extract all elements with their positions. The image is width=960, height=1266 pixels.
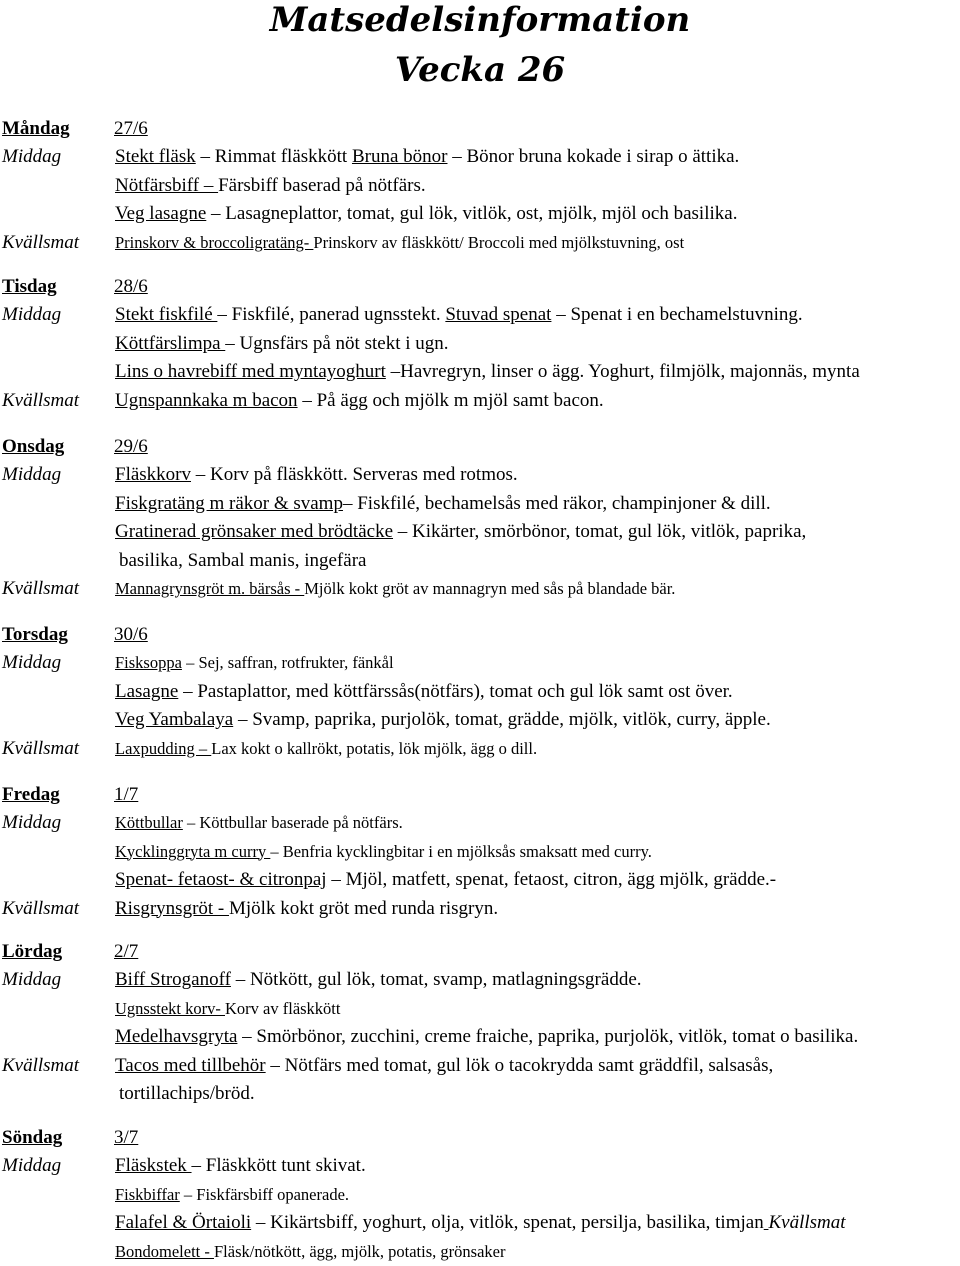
dish-name: Veg Yambalaya [115, 709, 233, 730]
dish-description: Mjölk kokt gröt av mannagryn med sås på blandade bär. [304, 579, 675, 598]
dish-name: Risgrynsgröt - [115, 898, 229, 919]
meal-label: Middag [2, 143, 61, 172]
dish-description: – Rimmat fläskkött [196, 146, 352, 167]
dish-description: –Havregryn, linser o ägg. Yoghurt, filmjölk, majonnäs, mynta [386, 361, 860, 382]
menu-item [115, 966, 642, 995]
dish-name: Nötfärsbiff – [115, 175, 218, 196]
dish-name: Stekt fiskfilé [115, 304, 217, 325]
menu-item [115, 301, 803, 330]
meal-label: Middag [2, 1152, 61, 1181]
day-section [2, 114, 958, 257]
day-date: 27/6 [114, 118, 148, 139]
menu-item [115, 678, 733, 707]
week-title: Vecka 26 [0, 44, 960, 96]
menu-row [2, 1052, 958, 1081]
menu-row [2, 1152, 958, 1181]
menu-row [2, 1209, 958, 1238]
day-date: 30/6 [114, 624, 148, 645]
page-title: Matsedelsinformation [0, 0, 960, 46]
menu-item [115, 866, 776, 895]
menu-row [2, 143, 958, 172]
menu-row [2, 895, 958, 924]
menu-row [2, 518, 958, 547]
dish-description: Mjölk kokt gröt med runda risgryn. [229, 898, 498, 919]
menu-item [115, 200, 737, 229]
dish-name: Laxpudding – [115, 739, 211, 758]
day-section [2, 937, 958, 1109]
day-name: Onsdag [2, 432, 114, 461]
menu-item [115, 490, 771, 519]
menu-row [2, 678, 958, 707]
menu-row [2, 735, 958, 764]
dish-name: Köttbullar [115, 813, 183, 832]
dish-description: – Fiskfilé, bechamelsås med räkor, champinjoner & dill. [343, 493, 771, 514]
day-date: 1/7 [114, 784, 138, 805]
dish-description: – Fiskfärsbiff opanerade. [180, 1185, 349, 1204]
dish-description: – Nötfärs med tomat, gul lök o tacokrydda samt gräddfil, salsasås, [266, 1055, 774, 1076]
menu-item [115, 143, 739, 172]
menu-row [2, 866, 958, 895]
dish-name: Bruna bönor [352, 146, 448, 167]
menu-row [2, 838, 958, 867]
dish-description: Prinskorv av fläskkött/ Broccoli med mjölkstuvning, ost [313, 233, 684, 252]
day-header [2, 432, 958, 461]
dish-description: – Svamp, paprika, purjolök, tomat, grädde, mjölk, vitlök, curry, äpple. [233, 709, 771, 730]
meal-label: Middag [2, 301, 61, 330]
dish-description: – Lasagneplattor, tomat, gul lök, vitlök, ost, mjölk, mjöl och basilika. [206, 203, 737, 224]
menu-item [115, 1052, 773, 1081]
dish-name: Fiskbiffar [115, 1185, 180, 1204]
menu-item [115, 358, 860, 387]
dish-name: Prinskorv & broccoligratäng- [115, 233, 313, 252]
menu-item [119, 1080, 255, 1109]
dish-description: – Ugnsfärs på nöt stekt i ugn. [225, 333, 448, 354]
dish-description: – Fläskkött tunt skivat. [192, 1155, 366, 1176]
dish-name: Fläskstek [115, 1155, 192, 1176]
menu-item [119, 547, 366, 576]
dish-name: Ugnsstekt korv- [115, 999, 225, 1018]
day-header [2, 937, 958, 966]
dish-description: Lax kokt o kallrökt, potatis, lök mjölk, ägg o dill. [211, 739, 537, 758]
menu-item [115, 895, 498, 924]
menu-item [115, 229, 684, 258]
day-section [2, 432, 958, 604]
dish-name: Kycklinggryta m curry [115, 842, 270, 861]
day-name: Måndag [2, 114, 114, 143]
day-section [2, 780, 958, 923]
menu-item [115, 575, 675, 604]
dish-name: Fläskkorv [115, 464, 191, 485]
menu-row [2, 1080, 958, 1109]
menu-item [115, 1152, 366, 1181]
dish-name: Spenat- fetaost- & citronpaj [115, 869, 327, 890]
menu-row [2, 172, 958, 201]
dish-description: – Benfria kycklingbitar i en mjölksås smaksatt med curry. [270, 842, 652, 861]
dish-name: Fisksoppa [115, 653, 182, 672]
day-header [2, 272, 958, 301]
dish-description: – Bönor bruna kokade i sirap o ättika. [447, 146, 739, 167]
dish-description: – Köttbullar baserade på nötfärs. [183, 813, 403, 832]
menu-row [2, 229, 958, 258]
meal-label: Kvällsmat [2, 895, 79, 924]
dish-description: – Spenat i en bechamelstuvning. [551, 304, 802, 325]
day-name: Söndag [2, 1123, 114, 1152]
menu-row [2, 387, 958, 416]
menu-row [2, 547, 958, 576]
menu-row [2, 809, 958, 838]
menu-row [2, 966, 958, 995]
dish-description: – Pastaplattor, med köttfärssås(nötfärs), tomat och gul lök samt ost över. [178, 681, 732, 702]
day-section [2, 1123, 958, 1266]
menu-row [2, 490, 958, 519]
menu-row [2, 330, 958, 359]
menu-item [115, 1023, 858, 1052]
menu-row [2, 200, 958, 229]
menu-row [2, 995, 958, 1024]
day-name: Tisdag [2, 272, 114, 301]
dish-description: – Nötkött, gul lök, tomat, svamp, matlagningsgrädde. [231, 969, 642, 990]
menu-item [115, 172, 426, 201]
dish-description: tortillachips/bröd. [119, 1083, 255, 1104]
day-name: Fredag [2, 780, 114, 809]
dish-description: – Smörbönor, zucchini, creme fraiche, paprika, purjolök, vitlök, tomat o basilika. [237, 1026, 858, 1047]
menu-item [115, 387, 604, 416]
day-section [2, 272, 958, 415]
meal-label: Kvällsmat [768, 1212, 845, 1233]
day-date: 2/7 [114, 941, 138, 962]
day-header [2, 620, 958, 649]
meal-label: Kvällsmat [2, 1052, 79, 1081]
dish-name: Lasagne [115, 681, 178, 702]
dish-description: – Mjöl, matfett, spenat, fetaost, citron, ägg mjölk, grädde.- [327, 869, 777, 890]
dish-name: Falafel & Örtaioli [115, 1212, 251, 1233]
meal-label: Kvällsmat [2, 575, 79, 604]
menu-row [2, 575, 958, 604]
menu-item [115, 1238, 505, 1266]
dish-name: Biff Stroganoff [115, 969, 231, 990]
dish-name: Gratinerad grönsaker med brödtäcke [115, 521, 393, 542]
dish-name: Medelhavsgryta [115, 1026, 237, 1047]
day-header [2, 114, 958, 143]
meal-label: Middag [2, 809, 61, 838]
menu-item [115, 995, 340, 1024]
menu-item [115, 735, 537, 764]
menu-row [2, 1181, 958, 1210]
day-name: Torsdag [2, 620, 114, 649]
day-header [2, 1123, 958, 1152]
menu-row [2, 1238, 958, 1266]
day-date: 3/7 [114, 1127, 138, 1148]
dish-description: – Fiskfilé, panerad ugnsstekt. [217, 304, 445, 325]
dish-description: Fläsk/nötkött, ägg, mjölk, potatis, grönsaker [214, 1242, 505, 1261]
menu-item [115, 461, 518, 490]
day-name: Lördag [2, 937, 114, 966]
dish-name: Köttfärslimpa [115, 333, 225, 354]
meal-label: Middag [2, 966, 61, 995]
menu-item [115, 1209, 846, 1238]
menu-row [2, 649, 958, 678]
menu-item [115, 809, 403, 838]
dish-description: Korv av fläskkött [225, 999, 340, 1018]
meal-label: Kvällsmat [2, 229, 79, 258]
menu-row [2, 461, 958, 490]
dish-name: Stuvad spenat [445, 304, 551, 325]
dish-description: Färsbiff baserad på nötfärs. [218, 175, 426, 196]
dish-name: Lins o havrebiff med myntayoghurt [115, 361, 386, 382]
dish-name: Tacos med tillbehör [115, 1055, 266, 1076]
menu-item [115, 838, 652, 867]
dish-description: – På ägg och mjölk m mjöl samt bacon. [298, 390, 604, 411]
menu-row [2, 358, 958, 387]
dish-description: – Kikärter, smörbönor, tomat, gul lök, vitlök, paprika, [393, 521, 806, 542]
day-section [2, 620, 958, 763]
dish-description: basilika, Sambal manis, ingefära [119, 550, 366, 571]
menu-item [115, 518, 806, 547]
dish-name: Veg lasagne [115, 203, 206, 224]
menu-item [115, 706, 771, 735]
menu-row [2, 1023, 958, 1052]
dish-name: Bondomelett - [115, 1242, 214, 1261]
menu-item [115, 330, 449, 359]
dish-description: – Kikärtsbiff, yoghurt, olja, vitlök, spenat, persilja, basilika, timjan [251, 1212, 764, 1233]
day-date: 28/6 [114, 276, 148, 297]
meal-label: Kvällsmat [2, 735, 79, 764]
day-header [2, 780, 958, 809]
meal-label: Middag [2, 649, 61, 678]
menu-row [2, 706, 958, 735]
dish-name: Mannagrynsgröt m. bärsås - [115, 579, 304, 598]
menu-item [115, 1181, 349, 1210]
menu-item [115, 649, 394, 678]
dish-description: – Korv på fläskkött. Serveras med rotmos. [191, 464, 518, 485]
meal-label: Middag [2, 461, 61, 490]
dish-description: – Sej, saffran, rotfrukter, fänkål [182, 653, 394, 672]
dish-name: Stekt fläsk [115, 146, 196, 167]
dish-name: Ugnspannkaka m bacon [115, 390, 298, 411]
meal-label: Kvällsmat [2, 387, 79, 416]
day-date: 29/6 [114, 436, 148, 457]
dish-name: Fiskgratäng m räkor & svamp [115, 493, 343, 514]
menu-row [2, 301, 958, 330]
